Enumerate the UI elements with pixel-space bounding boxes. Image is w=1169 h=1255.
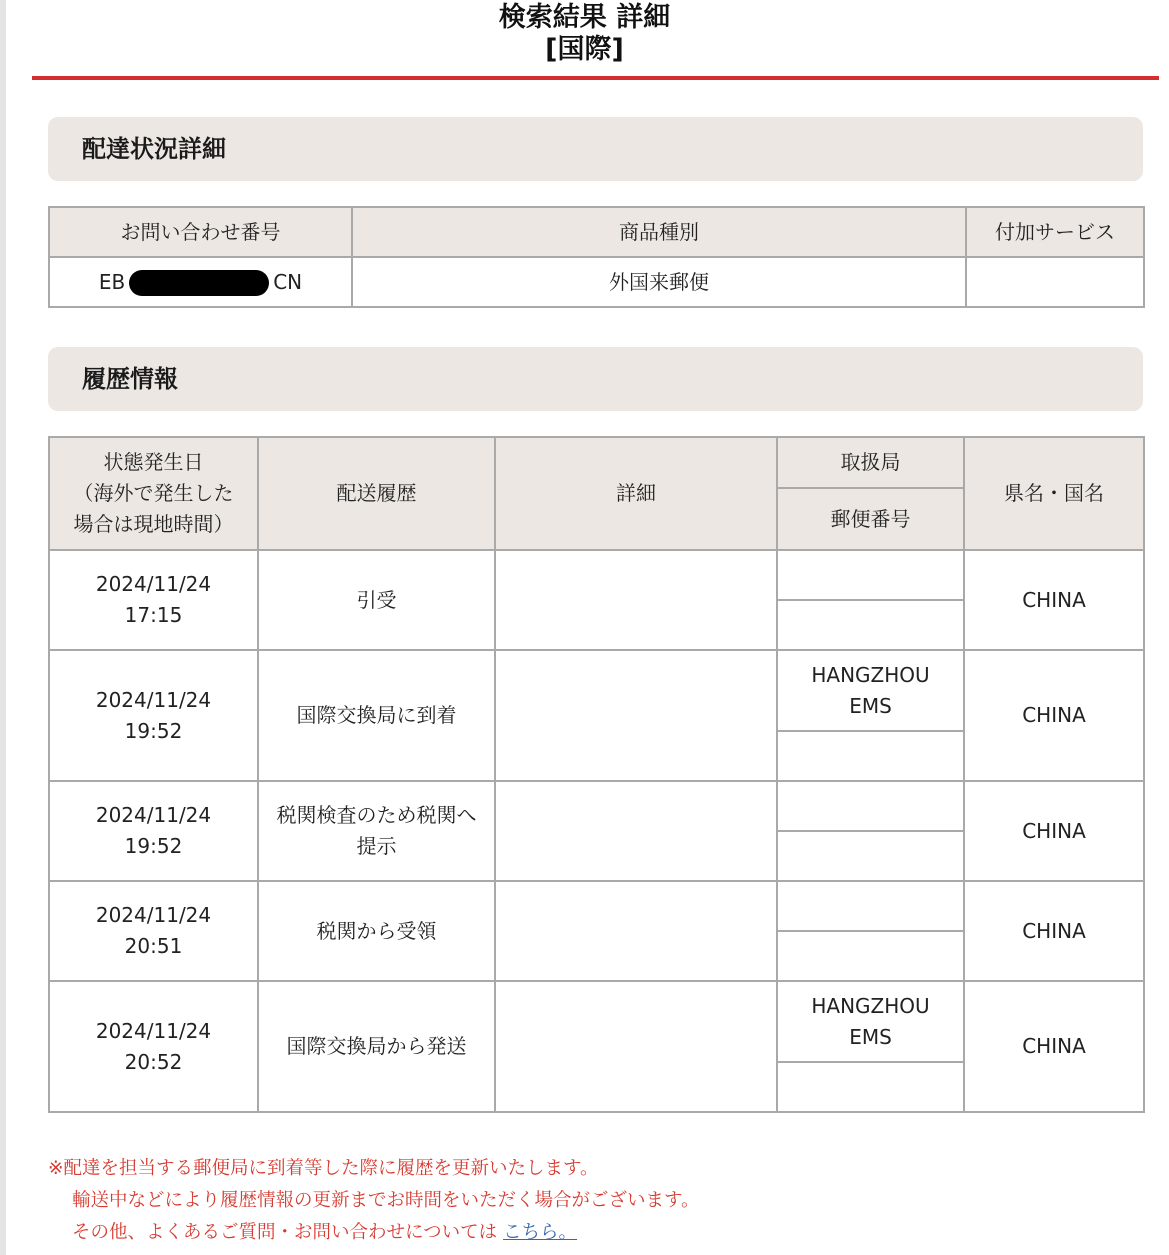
event-header: 配送履歴 [258,437,495,550]
history-region-cell: CHINA [964,881,1144,981]
extra-service-cell [966,257,1144,307]
page-title-main: 検索結果 詳細 [498,2,671,33]
page-title [0,2,1169,66]
history-time: 20:51 [124,934,183,958]
history-time: 19:52 [124,834,183,858]
history-event-cell [258,881,495,981]
date-header-line2: （海外で発生した [73,481,234,505]
history-event: 引受 [356,587,397,612]
tracking-number-suffix: CN [273,269,303,294]
detail-header: 詳細 [495,437,777,550]
history-event: 税関検査のため税関へ [276,803,477,827]
history-office-cell [777,650,964,731]
history-office-cell [777,781,964,831]
history-date-cell [49,981,258,1112]
history-header-row [49,437,1144,488]
history-row [49,781,1144,831]
history-date-cell [49,781,258,881]
history-region-cell: CHINA [964,650,1144,781]
delivery-status-heading: 配達状況詳細 [48,117,1143,181]
history-postal-code-cell [777,831,964,881]
history-date-cell [49,550,258,650]
history-postal-code-cell [777,600,964,650]
history-region-cell: CHINA [964,981,1144,1112]
history-table [48,436,1145,1113]
product-type-header: 商品種別 [352,207,966,257]
redaction-mark [129,270,269,296]
history-region-cell: CHINA [964,550,1144,650]
history-office-cell [777,981,964,1062]
faq-link[interactable]: こちら。 [503,1222,578,1243]
history-region-cell: CHINA [964,781,1144,881]
delivery-summary-header-row [49,207,1144,257]
history-time: 19:52 [124,718,183,743]
history-postal-code-cell [777,731,964,781]
history-office-line2: EMS [849,693,892,718]
history-row [49,981,1144,1062]
history-time: 17:15 [124,603,183,627]
delivery-summary-table [48,206,1145,308]
history-event-cell [258,781,495,881]
history-detail-cell [495,650,777,781]
history-event-line2: 提示 [356,834,397,858]
history-row [49,650,1144,731]
history-date: 2024/11/24 [95,1018,212,1043]
history-office-line2: EMS [849,1024,892,1049]
history-date: 2024/11/24 [95,572,212,596]
history-date-cell [49,650,258,781]
page-left-edge [0,0,6,1255]
note-line-3-text: その他、よくあるご質問・お問い合わせについては [72,1222,498,1243]
office-header: 取扱局 [777,437,964,488]
history-office-line1: HANGZHOU [811,993,930,1018]
history-event-cell [258,550,495,650]
history-detail-cell [495,781,777,881]
delivery-summary-row [49,257,1144,307]
history-info-heading: 履歴情報 [48,347,1143,411]
date-header-line3: 場合は現地時間） [73,512,234,536]
history-date-cell [49,881,258,981]
note-line-2: 輸送中などにより履歴情報の更新までお時間をいただく場合がございます。 [72,1190,700,1211]
history-date: 2024/11/24 [95,803,212,827]
page-title-sub: [国際] [545,34,624,65]
date-header [49,437,258,550]
history-event: 国際交換局から発送 [286,1034,467,1058]
history-event-cell [258,650,495,781]
history-postal-code-cell [777,1062,964,1112]
notes [48,1153,700,1249]
history-date: 2024/11/24 [95,903,212,927]
date-header-line1: 状態発生日 [103,450,204,474]
history-detail-cell [495,550,777,650]
history-postal-code-cell [777,931,964,981]
history-date: 2024/11/24 [95,687,212,712]
extra-service-header: 付加サービス [966,207,1144,257]
history-time: 20:52 [124,1049,183,1074]
postal-code-header: 郵便番号 [777,488,964,550]
product-type-cell: 外国来郵便 [352,257,966,307]
note-line-3 [48,1217,700,1249]
tracking-number-prefix: EB [98,269,126,294]
history-row [49,550,1144,600]
history-office-cell [777,550,964,600]
history-detail-cell [495,981,777,1112]
history-office-line1: HANGZHOU [811,662,930,687]
history-event: 国際交換局に到着 [296,703,457,727]
tracking-number-cell [49,257,352,307]
title-divider [32,76,1159,80]
history-office-cell [777,881,964,931]
region-header: 県名・国名 [964,437,1144,550]
history-event: 税関から受領 [316,918,437,943]
history-detail-cell [495,881,777,981]
history-row [49,881,1144,931]
tracking-number-header: お問い合わせ番号 [49,207,352,257]
note-line-1: ※配達を担当する郵便局に到着等した際に履歴を更新いたします。 [48,1158,599,1179]
history-event-cell [258,981,495,1112]
